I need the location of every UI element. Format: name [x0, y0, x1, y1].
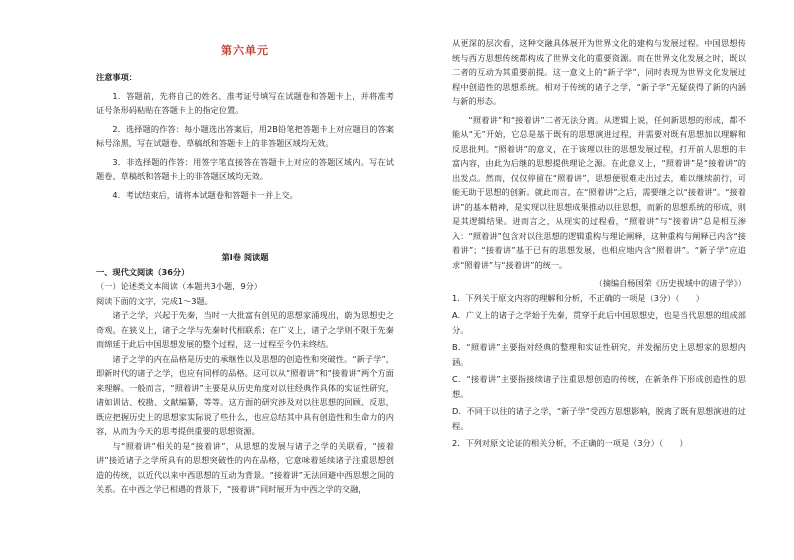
notice-item-1: 1．答题前，先将自己的姓名、准考证号填写在试题卷和答题卡上，并将准考证号条形码粘贴在答题卡上的指定位置。: [96, 90, 394, 115]
question-1: 1．下列关于原文内容的理解和分析，不正确的一项是（3分）（ ）: [452, 292, 704, 303]
volume-title: 第Ⅰ卷 阅读题: [221, 252, 269, 262]
unit-title: 第六单元: [221, 44, 269, 57]
question-1-option-c: C．“接着讲”主要指接续诸子注重思想创造的传统，在新条件下形成创造性的思想。: [452, 374, 746, 399]
subsection-heading: （一）论述类文本阅读（本题共3小题，9分）: [96, 281, 262, 291]
question-1-option-b: B．“照着讲”主要指对经典的整理和实证性研究，并发掘历史上思想家的思想内涵。: [452, 342, 746, 367]
reading-instruction: 阅读下面的文字，完成1～3题。: [96, 295, 213, 306]
notice-item-2: 2．选择题的作答：每小题选出答案后，用2B铅笔把答题卡上对应题目的答案标号涂黑，写在试题卷、草稿纸和答题卡上的非答题区域均无效。: [96, 123, 394, 148]
notice-block: [96, 70, 394, 202]
passage-paragraph-2: 诸子之学的内在品格是历史的承继性以及思想的创造性和突破性。“新子学”，即新时代的诸子之学，也应有同样的品格。这可以从“照着讲”和“接着讲”两个方面来理解。一般而言，“照着讲”主要是从历史角度对以往经典作具体的实证性研究，诸如训诂、校勘、文献编纂，等等。这方面的研究涉及对以往思想的回顾、反思，既应把握历史上的思想家实际说了些什么，也应总结其中具有创造性和生命力的内容，从而为今天的思考提供重要的思想资源。: [96, 353, 394, 436]
notice-heading: 注意事项：: [96, 72, 137, 82]
notice-item-4: 4．考试结束后，请将本试题卷和答题卡一并上交。: [112, 189, 298, 200]
passage-paragraph-3: 与“照着讲”相关的是“接着讲”，从思想的发展与诸子之学的关联看，“接着讲”接近诸子之学所具有的思想突破性的内在品格，它意味着延续诸子注重思想创造的传统，以近代以来中西思想的互动为背景。“接着讲”无法回避中西思想之间的关系。在中西之学已相遇的背景下，“接着讲”同时展开为中西之学的交融，: [96, 440, 394, 494]
right-column: [452, 0, 746, 560]
section-heading: 一、现代文阅读（36分）: [96, 266, 190, 277]
passage-paragraph-4: 从更深的层次看，这种交融具体展开为世界文化的建构与发展过程。中国思想传统与西方思想传统都构成了世界文化的重要资源。而在世界文化发展之时，既以二者的互动为其重要前提。这一意义上的“新子学”，同时表现为世界文化发展过程中创造性的思想系统。相对于传统的诸子之学，“新子学”无疑获得了新的内涵与新的形态。: [452, 38, 746, 106]
question-1-option-a: A．广义上的诸子之学始于先秦，贯穿于此后中国思想史，也是当代思想的组成部分。: [452, 310, 746, 335]
passage-continued: [452, 36, 746, 451]
passage-paragraph-1: 诸子之学，兴起于先秦，当时一大批富有创见的思想家涌现出，蔚为思想史之奇观。在狭义上，诸子之学与先秦时代相联系；在广义上，诸子之学则不限于先秦而绵延于此后中国思想发展的整个过程，这一过程至今仍未终结。: [96, 310, 394, 349]
passage-paragraph-5: “照着讲”和“接着讲”二者无法分离。从逻辑上说，任何新思想的形成，都不能从“无”开始，它总是基于既有的思想演进过程，并需要对既有思想加以理解和反思批判。“照着讲”的意义，在于该理以往的思想发展过程，打开前人思想的丰富内容，由此为后继的思想提供理论之源。在此意义上，“照着讲”是“接着讲”的出发点。然而，仅仅停留在“照着讲”，思想便很难走出过去，难以继续前行，可能无助于思想的创新。就此而言，在“照着讲”之后，需要继之以“接着讲”。“接着讲”的基本精神，是实现以往思想成果推动以往思想，而新的思想系统的形成，则是其逻辑结果。进而言之，从现实的过程看，“照着讲”与“接着讲”总是相互渗入：“照着讲”包含对以往思想的逻辑重构与理论阐释，这种重构与阐释已内含“接着讲”；“接着讲”基于已有的思想发展，也相应地内含“照着讲”。“新子学”应追求“照着讲”与“接着讲”的统一。: [452, 114, 746, 270]
passage-source: （摘编自杨国荣《历史视域中的诸子学》）: [594, 278, 746, 288]
notice-item-3: 3．非选择题的作答：用签字笔直接答在答题卡上对应的答题区域内。写在试题卷、草稿纸和答题卡上的非答题区域均无效。: [96, 156, 394, 181]
left-column: [96, 0, 394, 560]
reading-section: [96, 250, 394, 497]
question-1-option-d: D．不同于以往的诸子之学，“新子学”受西方思想影响，脱离了既有思想演进的过程。: [452, 406, 746, 431]
question-2: 2．下列对原文论证的相关分析，不正确的一项是（3分）（ ）: [452, 438, 688, 448]
